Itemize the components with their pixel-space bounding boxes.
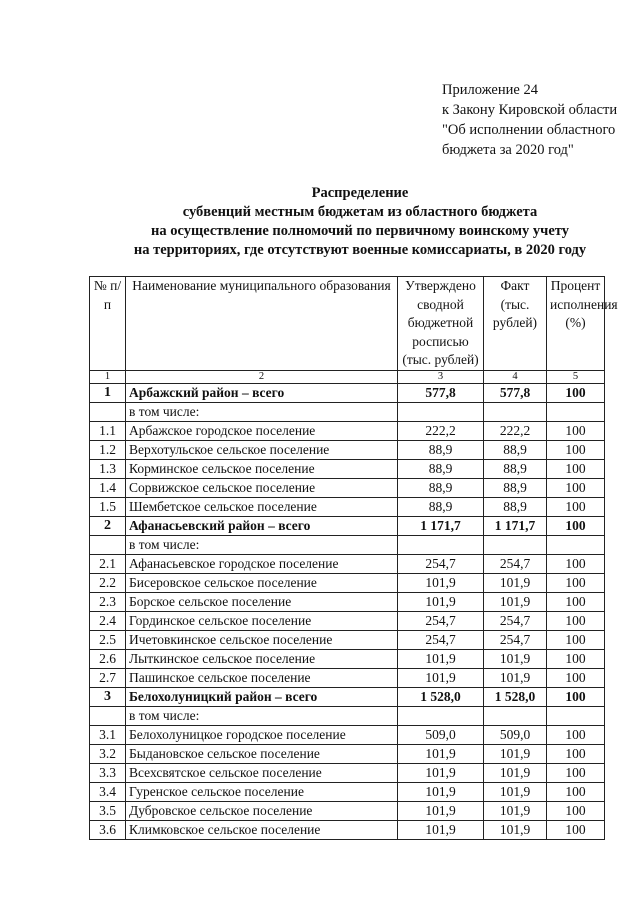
appendix-reference [442,80,617,160]
row-fact: 101,9 [484,592,547,611]
column-number: 2 [126,370,398,383]
row-number: 3.4 [90,782,126,801]
table-row [90,592,605,611]
row-fact: 101,9 [484,763,547,782]
row-approved: 101,9 [398,668,484,687]
row-percent: 100 [547,668,605,687]
row-approved: 88,9 [398,440,484,459]
row-number: 3.5 [90,801,126,820]
row-number: 1 [90,383,126,402]
row-name: Арбажское городское поселение [126,421,398,440]
row-name: Ичетовкинское сельское поселение [126,630,398,649]
row-approved [398,535,484,554]
row-approved: 1 171,7 [398,516,484,535]
row-name: Гуренское сельское поселение [126,782,398,801]
row-number: 2.1 [90,554,126,573]
row-number: 3 [90,687,126,706]
row-name: Афанасьевский район – всего [126,516,398,535]
row-approved: 254,7 [398,611,484,630]
table-row [90,725,605,744]
row-number: 1.3 [90,459,126,478]
row-name: Белохолуницкий район – всего [126,687,398,706]
row-name: в том числе: [126,402,398,421]
row-fact: 101,9 [484,820,547,839]
row-name: Пашинское сельское поселение [126,668,398,687]
table-row [90,402,605,421]
table-row [90,649,605,668]
subventions-table [89,276,618,840]
table-row [90,421,605,440]
row-number: 2.2 [90,573,126,592]
column-number: 4 [484,370,547,383]
row-approved: 101,9 [398,782,484,801]
table-header-row [90,277,605,371]
row-number: 2.6 [90,649,126,668]
row-fact [484,535,547,554]
row-percent: 100 [547,611,605,630]
row-percent: 100 [547,649,605,668]
row-approved: 254,7 [398,554,484,573]
row-fact: 254,7 [484,630,547,649]
row-name: Сорвижское сельское поселение [126,478,398,497]
row-fact: 101,9 [484,782,547,801]
row-percent [547,402,605,421]
row-number: 2.4 [90,611,126,630]
row-number [90,402,126,421]
row-fact: 101,9 [484,744,547,763]
row-number: 1.5 [90,497,126,516]
document-title [80,184,640,260]
row-percent: 100 [547,383,605,402]
row-fact: 577,8 [484,383,547,402]
row-approved: 88,9 [398,497,484,516]
column-number: 3 [398,370,484,383]
row-name: Климковское сельское поселение [126,820,398,839]
row-number: 3.1 [90,725,126,744]
row-name: Гординское сельское поселение [126,611,398,630]
row-number: 2.3 [90,592,126,611]
title-line: на территориях, где отсутствуют военные комиссариаты, в 2020 году [133,242,587,258]
row-percent: 100 [547,554,605,573]
header-number: № п/п [90,277,126,371]
row-fact: 101,9 [484,801,547,820]
row-percent: 100 [547,801,605,820]
row-approved [398,706,484,725]
table-row [90,383,605,402]
header-fact: Факт (тыс. рублей) [484,277,547,371]
row-approved: 101,9 [398,763,484,782]
row-number [90,535,126,554]
row-number: 3.3 [90,763,126,782]
row-approved: 88,9 [398,459,484,478]
table-row [90,573,605,592]
row-name: Быдановское сельское поселение [126,744,398,763]
row-fact: 254,7 [484,554,547,573]
table-row [90,516,605,535]
row-approved [398,402,484,421]
row-approved: 101,9 [398,649,484,668]
row-approved: 101,9 [398,801,484,820]
row-percent: 100 [547,459,605,478]
row-fact: 101,9 [484,649,547,668]
row-fact: 509,0 [484,725,547,744]
row-percent: 100 [547,687,605,706]
row-name: в том числе: [126,706,398,725]
row-percent: 100 [547,820,605,839]
table-row [90,554,605,573]
table-row [90,687,605,706]
appendix-line: "Об исполнении областного [442,122,616,138]
row-fact: 1 171,7 [484,516,547,535]
column-number: 1 [90,370,126,383]
column-number: 5 [547,370,605,383]
row-percent: 100 [547,725,605,744]
table-row [90,440,605,459]
row-approved: 1 528,0 [398,687,484,706]
table-row [90,535,605,554]
row-fact: 88,9 [484,440,547,459]
row-fact: 222,2 [484,421,547,440]
header-percent: Процент исполнения (%) [547,277,605,371]
row-number: 3.6 [90,820,126,839]
row-approved: 222,2 [398,421,484,440]
row-fact [484,402,547,421]
row-percent: 100 [547,516,605,535]
table-body [90,383,605,839]
row-number: 1.1 [90,421,126,440]
row-percent: 100 [547,497,605,516]
header-approved: Утверждено сводной бюджетной росписью (тыс. рублей) [398,277,484,371]
row-percent: 100 [547,421,605,440]
column-numbers-row [90,370,605,383]
row-fact: 88,9 [484,459,547,478]
table-row [90,459,605,478]
table-row [90,478,605,497]
row-approved: 101,9 [398,592,484,611]
row-number: 1.2 [90,440,126,459]
appendix-line: Приложение 24 [442,82,538,98]
table-row [90,820,605,839]
table-row [90,497,605,516]
row-approved: 88,9 [398,478,484,497]
row-approved: 577,8 [398,383,484,402]
table-row [90,611,605,630]
table-row [90,630,605,649]
row-number: 2 [90,516,126,535]
appendix-line: бюджета за 2020 год" [442,142,574,158]
title-line: субвенций местным бюджетам из областного бюджета [182,204,538,220]
row-fact: 1 528,0 [484,687,547,706]
row-percent [547,706,605,725]
title-line: Распределение [311,185,409,201]
row-percent: 100 [547,630,605,649]
row-name: Лыткинское сельское поселение [126,649,398,668]
row-number: 1.4 [90,478,126,497]
row-number [90,706,126,725]
header-name: Наименование муниципального образования [126,277,398,371]
table-row [90,668,605,687]
row-approved: 254,7 [398,630,484,649]
title-line: на осуществление полномочий по первичному воинскому учету [151,223,569,239]
row-approved: 101,9 [398,744,484,763]
row-percent: 100 [547,573,605,592]
row-percent: 100 [547,782,605,801]
row-approved: 101,9 [398,573,484,592]
table-row [90,801,605,820]
row-number: 3.2 [90,744,126,763]
row-name: Шембетское сельское поселение [126,497,398,516]
row-percent: 100 [547,440,605,459]
row-percent: 100 [547,763,605,782]
row-name: Бисеровское сельское поселение [126,573,398,592]
row-name: Афанасьевское городское поселение [126,554,398,573]
row-name: Корминское сельское поселение [126,459,398,478]
appendix-line: к Закону Кировской области [442,102,618,118]
table-row [90,744,605,763]
row-number: 2.7 [90,668,126,687]
row-name: Борское сельское поселение [126,592,398,611]
row-fact: 101,9 [484,668,547,687]
row-approved: 101,9 [398,820,484,839]
row-number: 2.5 [90,630,126,649]
row-fact: 88,9 [484,478,547,497]
row-percent: 100 [547,744,605,763]
row-fact: 101,9 [484,573,547,592]
row-approved: 509,0 [398,725,484,744]
row-name: в том числе: [126,535,398,554]
table-row [90,706,605,725]
table-row [90,782,605,801]
row-fact: 254,7 [484,611,547,630]
row-name: Дубровское сельское поселение [126,801,398,820]
row-fact: 88,9 [484,497,547,516]
row-name: Арбажский район – всего [126,383,398,402]
row-name: Всехсвятское сельское поселение [126,763,398,782]
row-percent [547,535,605,554]
row-name: Верхотульское сельское поселение [126,440,398,459]
table-row [90,763,605,782]
row-name: Белохолуницкое городское поселение [126,725,398,744]
row-percent: 100 [547,592,605,611]
row-percent: 100 [547,478,605,497]
row-fact [484,706,547,725]
